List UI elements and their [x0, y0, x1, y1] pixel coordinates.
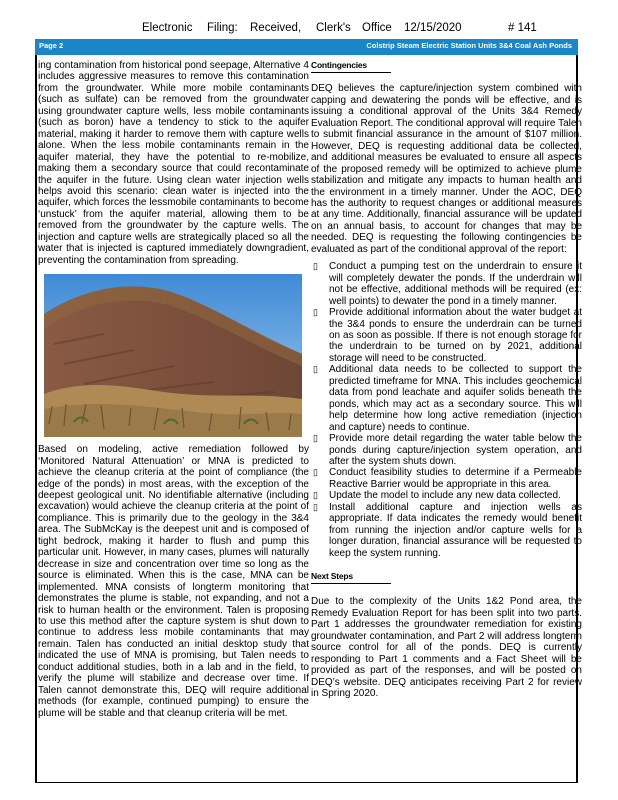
document-title: Colstrip Steam Electric Station Units 3&4 Coal Ash Ponds	[366, 41, 572, 50]
bullet-marker-icon: ▯	[313, 501, 318, 512]
list-item-text: Install additional capture and injection wells as appropriate. If data indicates the remedy would benefit from running the injection and/or capture wells for a longer duration, financial assurance will be requested to keep the system running.	[329, 501, 582, 559]
next-steps-paragraph: Due to the complexity of the Units 1&2 Pond area, the Remedy Evaluation Report for has been split into two parts. Part 1 addresses the groundwater remediation for existing groundwater contamination, and Part 2 will address longterm source control for all of the ponds. DEQ is currently responding to Part 1 comments and a Fact Sheet will be provided as part of the responses, and will be posted on DEQ’s website. DEQ anticipates receiving Part 2 for review in Spring 2020.	[311, 596, 582, 700]
list-item-text: Update the model to include any new data collected.	[329, 490, 561, 502]
bullet-marker-icon: ▯	[313, 307, 318, 318]
list-item	[311, 261, 582, 307]
filing-word-received: Received,	[250, 22, 302, 34]
bullet-marker-icon: ▯	[313, 261, 318, 272]
bullet-marker-icon: ▯	[313, 467, 318, 478]
filing-word-electronic: Electronic	[142, 22, 193, 34]
list-item	[311, 502, 582, 559]
filing-stamp	[0, 22, 618, 36]
list-item	[311, 433, 582, 467]
bullet-marker-icon: ▯	[313, 364, 318, 375]
page-header-banner	[35, 39, 578, 55]
list-item-text: Conduct a pumping test on the underdrain to ensure it will completely dewater the ponds. If the underdrain will not be effective, additional methods will be required (ex: well points) to dewater the pond in a timely manner.	[329, 261, 582, 307]
filing-word-clerks: Clerk's	[316, 22, 351, 34]
contingencies-heading: Contingencies	[311, 60, 391, 73]
list-item	[311, 364, 582, 433]
list-item	[311, 490, 582, 501]
page-number: Page 2	[39, 41, 64, 50]
list-item	[311, 307, 582, 364]
next-steps-heading: Next Steps	[311, 571, 391, 584]
filing-word-office: Office	[362, 22, 392, 34]
list-item-text: Provide additional information about the water budget at the 3&4 ponds to ensure the underdrain can be turned on as soon as possible. If there is not enough storage for the underdrain to be turned on by 2021, additional storage will need to be constructed.	[329, 307, 582, 364]
list-item-text: Conduct feasibility studies to determine if a Permeable Reactive Barrier would be appropriate in this area.	[329, 467, 582, 490]
list-item-text: Additional data needs to be collected to support the predicted timeframe for MNA. This includes geochemical data from pond leachate and aquifer solids beneath the ponds, which may act as a secondary source. This will help determine how long active remediation (injection and capture) needs to continue.	[329, 364, 582, 433]
filing-number: # 141	[508, 22, 537, 34]
filing-date: 12/15/2020	[404, 22, 462, 34]
embankment-photo	[44, 274, 302, 437]
bullet-marker-icon: ▯	[313, 433, 318, 444]
list-item-text: Provide more detail regarding the water table below the ponds during capture/injection system operation, and after the system shuts down.	[329, 433, 582, 467]
left-column	[38, 60, 309, 719]
mna-paragraph: Based on modeling, active remediation followed by ‘Monitored Natural Attenuation’ or MNA is predicted to achieve the cleanup criteria at the point of compliance (the edge of the ponds) in most areas, with the exception of the deepest geological unit. No identifiable alternative (including excavation) would achieve the cleanup criteria at the point of compliance. This is primarily due to the geology in the 3&4 area. The SubMcKay is the deepest unit and is composed of tight bedrock, making it harder to flush and pump this particular unit. However, in many cases, plumes will naturally decrease in size and concentration over time so long as the source is eliminated. When this is the case, MNA can be implemented. MNA consists of longterm monitoring that demonstrates the plume is stable, not expanding, and not a risk to human health or the environment. Talen is proposing to use this method after the capture system is shut down to continue to address less mobile contaminants that may remain. Talen has conducted an initial desktop study that indicated the use of MNA is promising, but Talen needs to conduct additional studies, both in a lab and in the field, to verify the plume will stabilize and decrease over time. If Talen cannot demonstrate this, DEQ will require additional methods (for example, continued pumping) to ensure the plume will be stable and that cleanup criteria will be met.	[38, 444, 309, 719]
contingencies-paragraph: DEQ believes the capture/injection system combined with capping and dewatering the ponds will be effective, and is issuing a conditional approval of the Units 3&4 Remedy Evaluation Report. The conditional approval will require Talen to submit financial assurance in the amount of $107 million. However, DEQ is requesting additional data be collected, and additional measures be evaluated to ensure all aspects of the proposed remedy will be optimized to achieve plume stabilization and mitigate any impacts to human health and the environment in a timely manner. Under the AOC, DEQ has the authority to request changes or additional measures at any time. Additionally, financial assurance will be updated on an annual basis, to account for changes that may be needed. DEQ is requesting the following contingencies be evaluated as part of the conditional approval of the report:	[311, 83, 582, 255]
list-item	[311, 467, 582, 490]
contingencies-list	[311, 261, 582, 559]
right-column	[311, 60, 582, 700]
filing-word-filing: Filing:	[207, 22, 238, 34]
bullet-marker-icon: ▯	[313, 490, 318, 501]
alternative-4-paragraph: ing contamination from historical pond seepage, Alternative 4 includes aggressive measures to remove this contamination from the groundwater. While more mobile contaminants (such as sulfate) can be removed from the groundwater using groundwater capture wells, less mobile contaminants (such as boron) have a tendency to stick to the aquifer material, making it harder to remove them with capture wells alone. When the less mobile contaminants remain in the aquifer material, they have the potential to re-mobilize, making them a secondary source that could recontaminate the aquifer in the future. Using clean water injection wells helps avoid this scenario: clean water is injected into the aquifer, which forces the lessmobile contaminants to become ‘unstuck’ from the aquifer material, allowing them to be removed from the groundwater by the capture wells. The injection and capture wells are strategically placed so all the water that is injected is captured immediately downgradient, preventing the contamination from spreading.	[38, 60, 309, 266]
